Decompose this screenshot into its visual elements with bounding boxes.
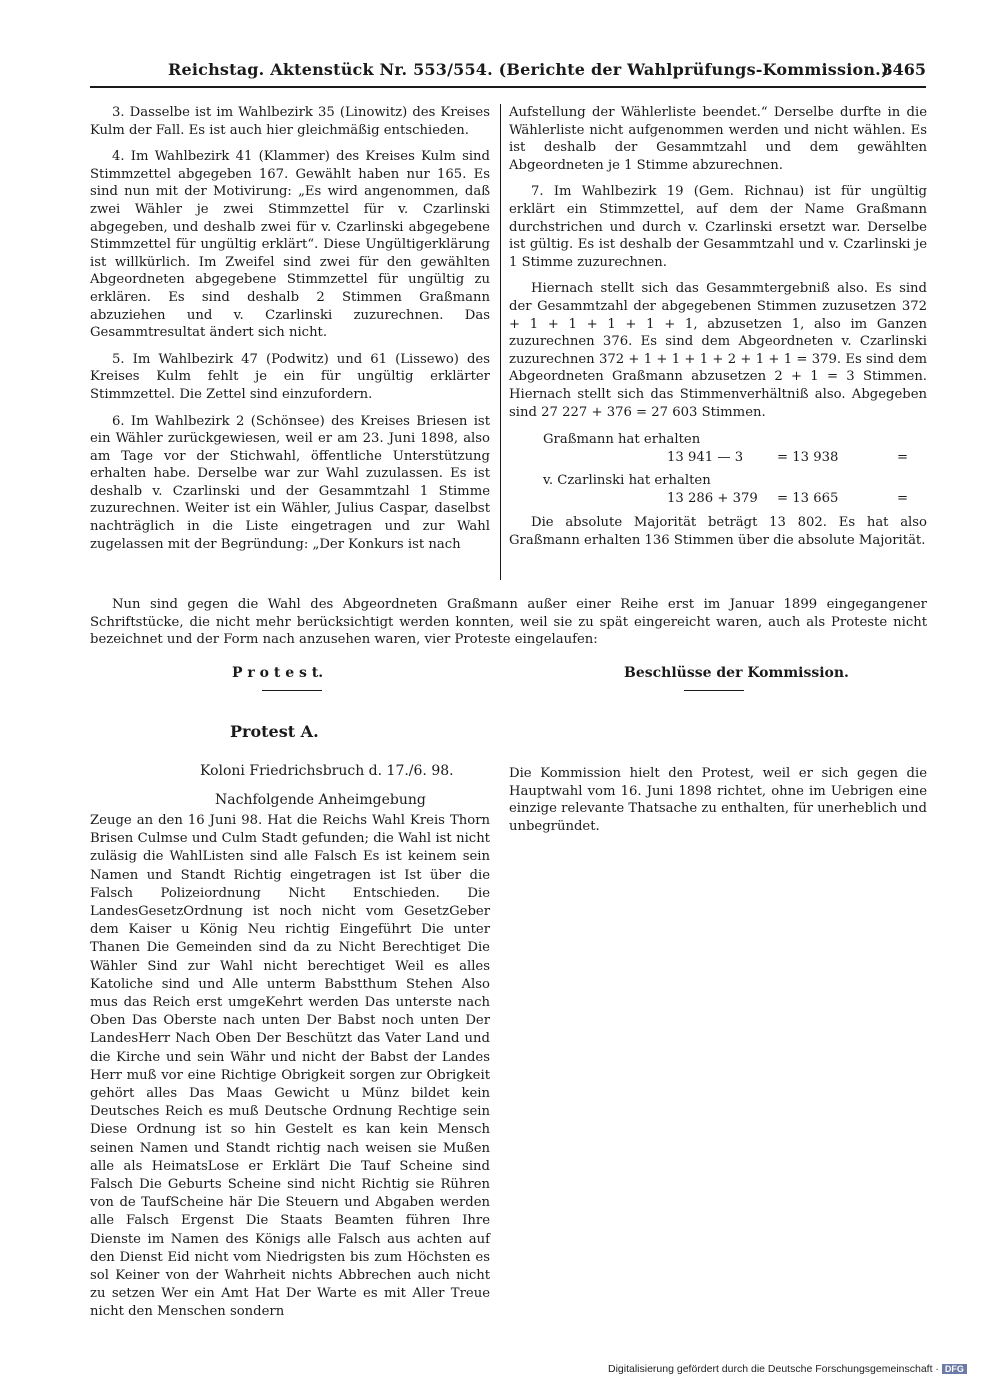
header-rule <box>90 86 926 88</box>
result-czarlinski-label: v. Czarlinski hat erhalten <box>543 473 711 489</box>
header-title: Reichstag. Aktenstück Nr. 553/554. (Berichte der Wahlprüfungs-Kommission.) <box>168 60 889 79</box>
protest-text <box>90 812 490 1322</box>
left-column <box>90 104 490 553</box>
calc: 13 941 — 3 <box>667 450 744 466</box>
protest-place-date: Koloni Friedrichsbruch d. 17./6. 98. <box>200 763 454 779</box>
protest-heading: P r o t e s t. <box>232 665 324 681</box>
protest-heading-rule <box>262 690 322 691</box>
result-grassmann-calc <box>509 449 927 467</box>
result-czarlinski-calc <box>509 490 927 508</box>
decisions-heading: Beschlüsse der Kommission. <box>624 665 849 681</box>
protest-subheading: Nachfolgende Anheimgebung <box>215 792 426 808</box>
paragraph-3: 3. Dasselbe ist im Wahlbezirk 35 (Linowitz) des Kreises Kulm der Fall. Es ist auch hier gleichmäßig entschieden. <box>90 105 490 138</box>
dfg-logo: DFG <box>942 1364 967 1374</box>
right-column <box>509 104 927 549</box>
page-number: 3465 <box>881 60 926 79</box>
result: = 13 665 <box>777 491 839 507</box>
decision-text: Die Kommission hielt den Protest, weil er sich gegen die Hauptwahl vom 16. Juni 1898 richtet, ohne im Uebrigen eine einzige relevante Thatsache zu enthalten, für unerheblich und unbegründet. <box>509 766 927 834</box>
protest-title: Protest A. <box>230 722 319 741</box>
commission-decision <box>509 765 927 835</box>
running-header <box>168 58 926 84</box>
decisions-heading-rule <box>684 690 744 691</box>
result-grassmann-label: Graßmann hat erhalten <box>543 432 701 448</box>
paragraph-4: 4. Im Wahlbezirk 41 (Klammer) des Kreises Kulm sind Stimmzettel abgegeben 167. Gewählt haben nur 165. Es sind nun mit der Motivirung: „Es wird angenommen, daß zwei Wähler je zwei Stimmzettel für v. Czarlinski abgegeben, und deshalb zwei für v. Czarlinski abgegebene Stimmzettel für ungültig erklärt“. Diese Ungültigerklärung ist willkürlich. Im Zweifel sind zwei für den gewählten Abgeordneten abgegebene Stimmzettel für ungültig zu erklären. Es sind deshalb 2 Stimmen Graßmann abzuziehen und v. Czarlinski zuzurechnen. Das Gesammtresultat ändert sich nicht. <box>90 149 490 341</box>
column-divider <box>500 104 501 580</box>
full-width-paragraph: Nun sind gegen die Wahl des Abgeordneten Graßmann außer einer Reihe erst im Januar 1899 eingegangener Schriftstücke, die nicht mehr berücksichtigt werden konnten, weil sie zu spät eingereicht waren, auch als Proteste nicht bezeichnet und der Form nach anzusehen waren, vier Proteste eingelaufen: <box>90 597 927 648</box>
result: = 13 938 <box>777 450 839 466</box>
paragraph-6: 6. Im Wahlbezirk 2 (Schönsee) des Kreises Briesen ist ein Wähler zurückgewiesen, weil er am 23. Juni 1898, also am Tage vor der Stichwahl, öffentliche Unterstützung erhalten habe. Derselbe war zur Wahl zuzulassen. Es ist deshalb v. Czarlinski und der Gesammtzahl 1 Stimme zuzurechnen. Weiter ist ein Wähler, Julius Caspar, daselbst nachträglich in die Liste eingetragen und zur Wahl zugelassen mit der Begründung: „Der Konkurs ist nach <box>90 413 490 552</box>
digitization-footer <box>608 1363 967 1375</box>
ditto-mark: = <box>897 491 909 507</box>
majority-paragraph: Die absolute Majorität beträgt 13 802. Es hat also Graßmann erhalten 136 Stimmen über die absolute Majorität. <box>509 515 927 548</box>
footer-text: Digitalisierung gefördert durch die Deutsche Forschungsgemeinschaft · <box>608 1363 939 1375</box>
ditto-mark: = <box>897 450 909 466</box>
protest-body: Zeuge an den 16 Juni 98. Hat die Reichs Wahl Kreis Thorn Brisen Culmse und Culm Stadt gefunden; die Wahl ist nicht zuläsig die WahlListen sind alle Falsch Es ist keinem sein Namen und Standt Richtig eingetragen ist Ist über die Falsch Polizeiordnung Nicht Entschieden. Die LandesGesetzOrdnung ist noch nicht vom GesetzGeber dem Kaiser u König Neu richtig Eingeführt Die unter Thanen Die Gemeinden sind da zu Nicht Berechtiget Die Wähler Sind zur Wahl nicht berechtiget Weil es alles Katoliche sind und Alle unterm Babstthum Stehen Also mus das Reich erst umgeKehrt werden Das unterste nach Oben Das Oberste nach unten Der Babst noch unten Der LandesHerr Nach Oben Der Beschützt das Vater Land und die Kirche und sein Währ und nicht der Babst der Landes Herr muß vor eine Richtige Obrigkeit sorgen zur Obrigkeit gehört alles Das Maas Gewicht u Münz bildet kein Deutsches Reich es muß Deutsche Ordnung Rechtige sein Diese Ordnung ist so hin Gestelt es kan kein Mensch seinen Namen und Standt richtig nach weisen sie Mußen alle als HeimatsLose er Erklärt Die Tauf Scheine sind Falsch Die Geburts Scheine sind nicht Richtig sie Rühren von de TaufScheine här Die Steuern und Abgaben werden alle Falsch Ergenst Die Staats Beamten führen Ihre Dienste im Namen des Königs alle Falsch aus achten auf den Dienst Eid nicht vom Niedrigsten bis zum Höchsten es sol Keiner von der Wahrheit nichts Abbrechen auch nicht zu setzen Wer ein Amt Hat Der Warte es mit Aller Treue nicht den Menschen sondern <box>90 813 490 1320</box>
paragraph-7: 7. Im Wahlbezirk 19 (Gem. Richnau) ist für ungültig erklärt ein Stimmzettel, auf dem der Name Graßmann durchstrichen und durch v. Czarlinski ersetzt war. Derselbe ist gültig. Es ist deshalb der Gesammtzahl und v. Czarlinski je 1 Stimme zuzurechnen. <box>509 184 927 270</box>
calc: 13 286 + 379 <box>667 491 758 507</box>
summary-paragraph: Hiernach stellt sich das Gesammtergebniß also. Es sind der Gesammtzahl der abgegebenen Stimmen zuzusetzen 372 + 1 + 1 + 1 + 1 + 1, abzusetzen 1, also im Ganzen zuzurechnen 376. Es sind dem Abgeordneten v. Czarlinski zuzurechnen 372 + 1 + 1 + 1 + 2 + 1 + 1 = 379. Es sind dem Abgeordneten Graßmann abzusetzen 2 + 1 = 3 Stimmen. Hiernach stellt sich das Stimmenverhältniß also. Abgegeben sind 27 227 + 376 = 27 603 Stimmen. <box>509 281 927 420</box>
paragraph-6-continued: Aufstellung der Wählerliste beendet.“ Derselbe durfte in die Wählerliste nicht aufgenommen werden und nicht wählen. Es ist deshalb der Gesammtzahl und dem gewählten Abgeordneten je 1 Stimme abzurechnen. <box>509 105 927 173</box>
paragraph-5: 5. Im Wahlbezirk 47 (Podwitz) und 61 (Lissewo) des Kreises Kulm fehlt je ein für ungültig erklärter Stimmzettel. Die Zettel sind einzufordern. <box>90 351 490 402</box>
